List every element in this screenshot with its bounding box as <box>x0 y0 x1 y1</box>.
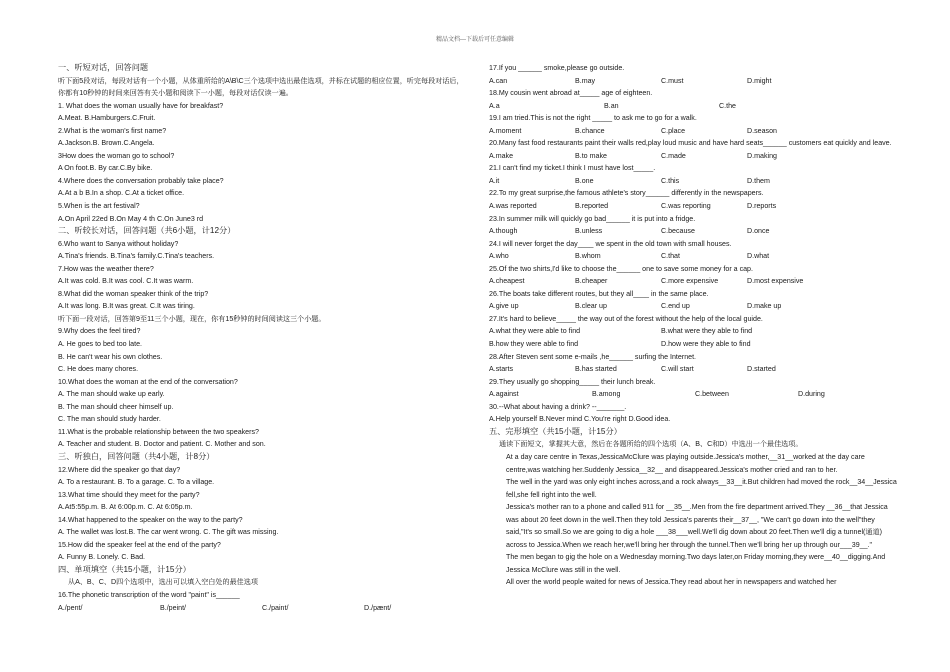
section-3-title: 三、听独白，回答问题（共4小题，计8分） <box>58 451 215 461</box>
option-b: B.clear up <box>575 302 607 311</box>
option-a: A.against <box>489 390 519 399</box>
question-1: 1. What does the woman usually have for breakfast? <box>58 101 224 110</box>
option-c: C.made <box>661 151 686 160</box>
question-11: 11.What is the probable relationship between the two speakers? <box>58 427 259 436</box>
question-7: 7.How was the weather there? <box>58 264 154 273</box>
passage-paragraph-5: All over the world people waited for news of Jessica.They read about her in newspapers and watched her <box>506 578 837 587</box>
question-12-options: A. To a restaurant. B. To a garage. C. To a village. <box>58 478 215 487</box>
option-a: A.give up <box>489 302 519 311</box>
question-8-options: A.It was long. B.It was great. C.It was tiring. <box>58 302 195 311</box>
question-18-options <box>489 100 901 113</box>
option-c: C.end up <box>661 302 690 311</box>
question-9-option-c: C. He does many chores. <box>58 365 139 374</box>
question-27-options-ab <box>489 325 901 338</box>
question-27-options-cd <box>489 338 901 351</box>
option-b: B.to make <box>575 151 607 160</box>
option-a: A./pent/ <box>58 603 83 612</box>
question-16-options <box>58 602 466 615</box>
section-5-intro: 通读下面短文，掌握其大意，然后在各题所给的四个选项（A、B、C和D）中选出一个最佳选项。 <box>499 440 803 449</box>
option-d: D.how were they able to find <box>661 340 751 349</box>
question-30: 30.--What about having a drink? --_______. <box>489 402 627 411</box>
option-b: B.has started <box>575 365 617 374</box>
question-9-option-b: B. He can't wear his own clothes. <box>58 352 163 361</box>
option-c: C.was reporting <box>661 202 711 211</box>
question-16: 16.The phonetic transcription of the word "paint" is______ <box>58 590 240 599</box>
option-d: D.during <box>798 390 825 399</box>
page-header: 精品文档---下载后可任意编辑 <box>436 37 514 43</box>
question-24: 24.I will never forget the day____ we spent in the old town with small houses. <box>489 239 732 248</box>
option-b: B.what were they able to find <box>661 327 753 336</box>
option-d: D.what <box>747 252 770 261</box>
passage-paragraph-2: The well in the yard was only eight inches across,and a rock always__33__it.But children had moved the rock__34__Jessica fell,she fell right into the well. <box>506 478 897 499</box>
question-20-options <box>489 150 901 163</box>
question-15: 15.How did the speaker feel at the end of the party? <box>58 540 221 549</box>
option-a: A.it <box>489 176 500 185</box>
question-18: 18.My cousin went abroad at_____ age of eighteen. <box>489 89 653 98</box>
question-29: 29.They usually go shopping_____ their lunch break. <box>489 377 656 386</box>
option-c: C.the <box>719 101 736 110</box>
option-a: A.though <box>489 227 518 236</box>
option-b: B.one <box>575 176 594 185</box>
question-10-option-c: C. The man should study harder. <box>58 415 161 424</box>
question-2: 2.What is the woman's first name? <box>58 126 167 135</box>
option-b: B.reported <box>575 202 609 211</box>
option-b: B./peint/ <box>160 603 187 612</box>
question-19: 19.I am tried.This is not the right _____ to ask me to go for a walk. <box>489 114 697 123</box>
question-10-option-b: B. The man should cheer himself up. <box>58 402 174 411</box>
question-22: 22.To my great surprise,the famous athlete's story______ differently in the newspapers. <box>489 189 764 198</box>
question-8: 8.What did the woman speaker think of the trip? <box>58 289 209 298</box>
option-d: D.make up <box>747 302 782 311</box>
option-b: B.unless <box>575 227 603 236</box>
question-13: 13.What time should they meet for the party? <box>58 490 200 499</box>
option-a: A.starts <box>489 365 514 374</box>
section-1-title: 一、听短对话，回答问题 <box>58 63 149 72</box>
option-d: D.making <box>747 151 777 160</box>
passage-paragraph-1: At a day care centre in Texas,JessicaMcClure was playing outside.Jessica's mother,__31__worked at the day care centre,was watching her.Suddenly Jessica__32__ and disappeared.Jessica's mother cried and ran to her. <box>506 452 865 474</box>
question-20: 20.Many fast food restaurants paint their walls red,play loud music and have hard seats______ customers eat quickly and leave. <box>489 139 892 148</box>
option-b: B.among <box>592 390 621 399</box>
question-14-options: A. The wallet was lost.B. The car went wrong. C. The gift was missing. <box>58 528 279 537</box>
question-21: 21.I can't find my ticket.I think I must have lost_____. <box>489 164 656 173</box>
question-26: 26.The boats take different routes, but they all____ in the same place. <box>489 289 709 298</box>
question-17: 17.If you ______ smoke,please go outside. <box>489 64 625 72</box>
question-22-options <box>489 200 901 213</box>
question-15-options: A. Funny B. Lonely. C. Bad. <box>58 553 146 562</box>
question-4-options: A.At a b B.In a shop. C.At a ticket office. <box>58 189 185 198</box>
question-13-options: A.At5:55p.m. B. At 6:00p.m. C. At 6:05p.m. <box>58 503 193 512</box>
question-27: 27.It's hard to believe_____ the way out of the forest without the help of the local guide. <box>489 314 763 323</box>
question-1-options: A.Meat. B.Hamburgers.C.Fruit. <box>58 114 156 123</box>
question-28-options <box>489 363 901 376</box>
question-6: 6.Who want to Sanya without holiday? <box>58 239 179 248</box>
option-b: B.whom <box>575 252 601 261</box>
option-a: A.who <box>489 252 509 261</box>
question-25: 25.Of the two shirts,I'd like to choose the______ one to save some money for a cap. <box>489 264 753 273</box>
option-b: B.chance <box>575 126 605 135</box>
question-19-options <box>489 125 901 138</box>
option-c: C.between <box>695 390 729 399</box>
option-d: D.might <box>747 76 772 85</box>
question-29-options <box>489 388 901 401</box>
option-c: C.because <box>661 227 695 236</box>
question-5-options: A.On April 22ed B.On May 4 th C.On June3 rd <box>58 214 204 223</box>
question-7-options: A.It was cold. B.It was cool. C.It was warm. <box>58 277 194 286</box>
question-17-options <box>489 75 901 88</box>
section-4-title: 四、单项填空（共15小题，计15分） <box>58 564 191 574</box>
option-c: B.how they were able to find <box>489 340 579 349</box>
section-2-title: 二、听较长对话，回答问题（共6小题，计12分） <box>58 226 236 236</box>
option-a: A.cheapest <box>489 277 525 286</box>
option-b: B.may <box>575 76 596 85</box>
question-10-option-a: A. The man should wake up early. <box>58 390 165 399</box>
question-9-intro: 听下面一段对话，回答第9至11三个小题，现在，你有15秒钟的时间阅读这三个小题。 <box>58 314 326 323</box>
option-d: D.most expensive <box>747 277 804 286</box>
option-a: A.what they were able to find <box>489 327 581 336</box>
option-d: D.them <box>747 176 770 185</box>
question-21-options <box>489 175 901 188</box>
option-c: C.will start <box>661 365 694 374</box>
passage-paragraph-4: The men began to gig the hole on a Wednesday morning.Two days later,on Friday morning,they were__40__digging.And Jessica McClure was still in the well. <box>506 553 886 574</box>
option-a: A.was reported <box>489 202 537 211</box>
option-c: C.that <box>661 252 680 261</box>
option-c: C.must <box>661 76 684 85</box>
question-28: 28.After Steven sent some e-mails ,he______ surfing the Internet. <box>489 352 697 361</box>
option-d: D.reports <box>747 202 777 211</box>
section-5-title: 五、完形填空（共15小题，计15分） <box>489 426 622 436</box>
option-a: A.moment <box>489 126 522 135</box>
question-23: 23.In summer milk will quickly go bad______ it is put into a fridge. <box>489 214 696 223</box>
question-12: 12.Where did the speaker go that day? <box>58 465 181 474</box>
option-a: A.make <box>489 151 514 160</box>
option-d: D.season <box>747 126 777 135</box>
passage-paragraph-3: Jessica's mother ran to a phone and called 911 for __35__.Men from the fire department arrived.They __36__that Jessica was about 20 feet down in the well.Then they told Jessica's parents their__37__, "We can't go down into the well"they said,"It's so small.So we are going to dig a hole ___38___well.We'll dig down about 20 feet.Then we'll dig a tunnel(通道) across to Jessica.When we reach her,we'll bring her through the tunnel.Then we'll bring her up through our___39__." <box>506 503 888 549</box>
section-1-intro: 听下面5段对话，每段对话有一个小题，从体重所给的A\B\C三个选项中选出最佳选项，并标在试题的相应位置，听完每段对话后，你都有10秒钟的时间来回答有关小题和阅读下一小题，每段对话仅读一遍。 <box>58 76 464 98</box>
option-d: D.once <box>747 227 770 236</box>
option-c: C./paint/ <box>262 603 289 612</box>
option-a: A.a <box>489 101 500 110</box>
question-24-options <box>489 250 901 263</box>
question-9-option-a: A. He goes to bed too late. <box>58 340 142 349</box>
question-6-options: A.Tina's friends. B.Tina's family.C.Tina's teachers. <box>58 252 215 261</box>
question-25-options <box>489 275 901 288</box>
option-a: A.can <box>489 76 508 85</box>
question-11-options: A. Teacher and student. B. Doctor and patient. C. Mother and son. <box>58 440 266 449</box>
question-9: 9.Why does the feel tired? <box>58 327 141 336</box>
section-4-intro: 从A、B、C、D四个选项中，选出可以填入空白处的最佳选项 <box>68 578 258 587</box>
option-c: C.place <box>661 126 686 135</box>
option-d: D.started <box>747 365 776 374</box>
question-14: 14.What happened to the speaker on the way to the party? <box>58 515 243 524</box>
option-b: B.an <box>604 101 619 110</box>
question-3: 3How does the woman go to school? <box>58 151 175 160</box>
option-c: C.more expensive <box>661 277 719 286</box>
question-23-options <box>489 225 901 238</box>
question-3-options: A On foot.B. By car.C.By bike. <box>58 164 153 173</box>
option-b: B.cheaper <box>575 277 608 286</box>
option-d: D./pænt/ <box>364 603 392 612</box>
question-4: 4.Where does the conversation probably take place? <box>58 176 224 185</box>
question-10: 10.What does the woman at the end of the conversation? <box>58 377 238 386</box>
option-c: C.this <box>661 176 680 185</box>
right-column <box>489 62 901 589</box>
question-26-options <box>489 300 901 313</box>
left-column <box>58 62 466 614</box>
question-5: 5.When is the art festival? <box>58 202 140 211</box>
question-2-options: A.Jackson.B. Brown.C.Angela. <box>58 139 155 148</box>
question-30-options: A.Help yourself B.Never mind C.You're right D.Good idea. <box>489 415 671 424</box>
